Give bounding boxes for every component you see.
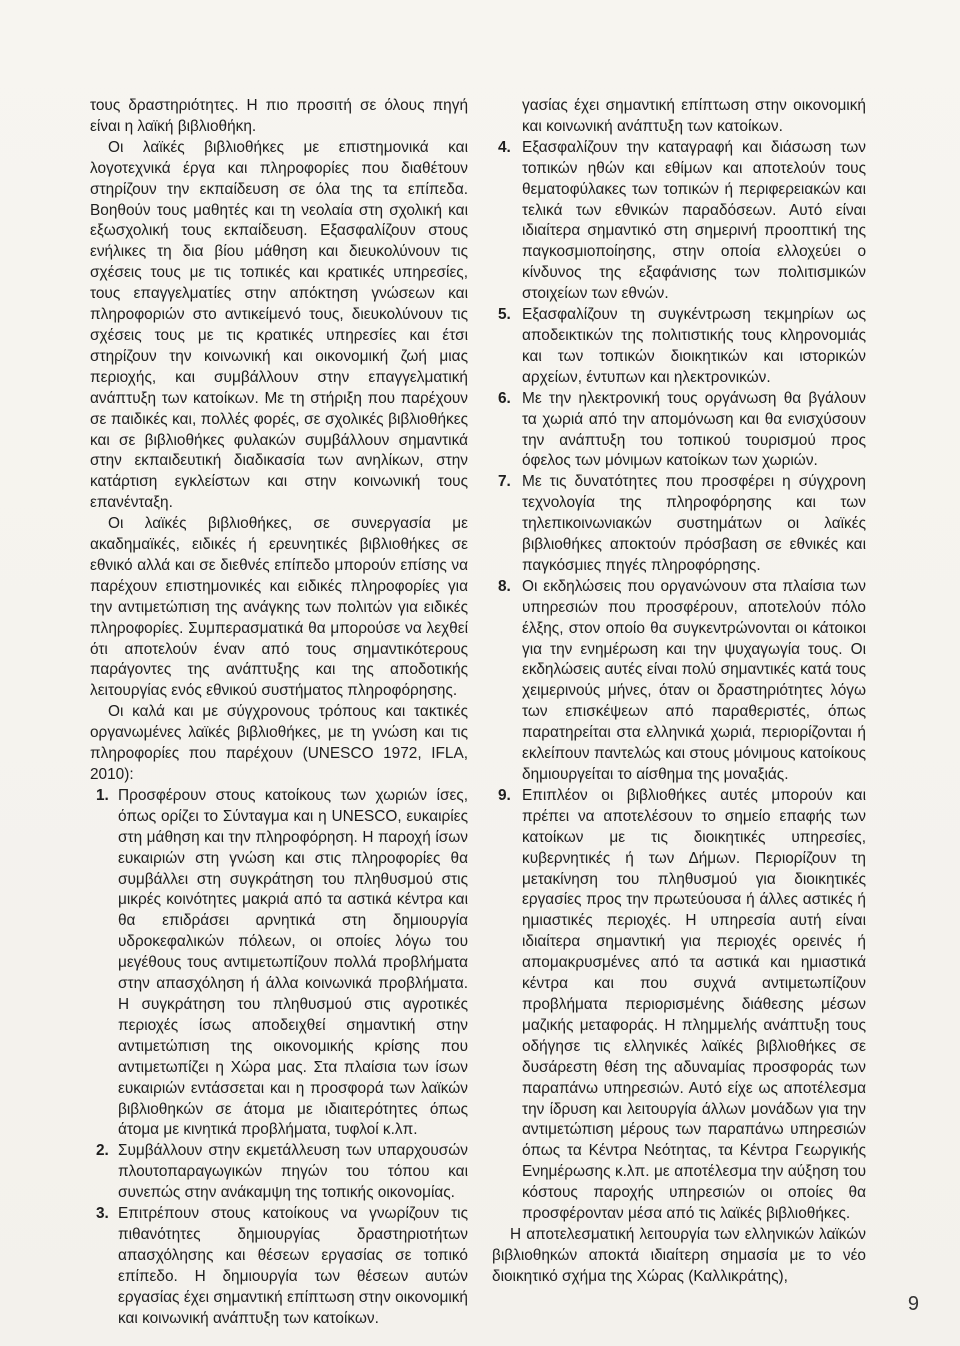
list-number: 7.	[498, 473, 511, 491]
list-item	[90, 1141, 468, 1204]
list-item	[492, 138, 866, 305]
list-item-text: Εξασφαλίζουν την καταγραφή και διάσωση των τοπικών ηθών και εθίμων και αποτελούν τους θεματοφύλακες των τοπικών ή περιφερειακών και τελικά των εθνικών παραδόσεων. Αυτό είναι ιδιαίτερα σημαντικό στη σημερινή προοπτική της παγκοσμιοποίησης, στην οποία ελλοχεύει ο κίνδυνος της εξαφάνισης των πολιτισμικών στοιχείων των εθνών.	[522, 138, 866, 303]
list-number: 5.	[498, 306, 511, 324]
right-column	[492, 96, 866, 1288]
numbered-list	[90, 786, 468, 1330]
paragraph: τους δραστηριότητες. Η πιο προσιτή σε όλους πηγή είναι η λαϊκή βιβλιοθήκη.	[90, 97, 468, 135]
numbered-list	[492, 96, 866, 1225]
list-item-text: Συμβάλλουν στην εκμετάλλευση των υπαρχουσών πλουτοπαραγωγικών πηγών του τόπου και συνεπώς στην ανάκαμψη της τοπικής οικονομίας.	[118, 1142, 468, 1202]
list-number: 9.	[498, 786, 511, 804]
paragraph: Οι λαϊκές βιβλιοθήκες, σε συνεργασία με ακαδημαϊκές, ειδικές ή ερευνητικές βιβλιοθήκες σε εθνικό αλλά και σε διεθνές επίπεδο μπορούν επίσης να παρέχουν επιστημονικές και ειδικές πληροφορίες για την αντιμετώπιση της ανάγκης των πολιτών για ειδικές πληροφορίες. Συμπερασματικά θα μπορούσε να λεχθεί ότι αποτελούν έναν από τους σημαντικότερους παράγοντες της ανάπτυξης και της αποδοτικής λειτουργίας ενός εθνικού συστήματος πληροφόρησης.	[90, 515, 468, 700]
left-column	[90, 96, 468, 1329]
page-number: 9	[907, 1293, 919, 1315]
list-item-text: Εξασφαλίζουν τη συγκέντρωση τεκμηρίων ως αποδεικτικών της πολιτιστικής τους κληρονομιάς και των τοπικών διοικητικών και ιστορικών αρχείων, έντυπων και ηλεκτρονικών.	[522, 306, 866, 386]
list-item-text: Οι εκδηλώσεις που οργανώνουν στα πλαίσια των υπηρεσιών που προσφέρουν, αποτελούν πόλο έλξης, στον οποίο θα συγκεντρώνονται οι κάτοικοι για την ενημέρωση και την ψυχαγωγία τους. Οι εκδηλώσεις αυτές είναι πολύ σημαντικές κατά τους χειμερινούς μήνες, όταν οι δραστηριότητες λόγω των επισκέψεων από παραθεριστές, όπως παρατηρείται στα ελληνικά χωριά, περιορίζονται ή εκλείπουν παντελώς και στους μόνιμους κατοίκους δημιουργείται το αίσθημα της μοναξιάς.	[522, 577, 866, 783]
list-number: 8.	[498, 577, 511, 595]
list-item-text: Επιτρέπουν στους κατοίκους να γνωρίζουν τις πιθανότητες δημιουργίας δραστηριοτήτων απασχόλησης και θέσεων εργασίας σε τοπικό επίπεδο. Η δημιουργία των θέσεων αυτών εργασίας έχει σημαντική επίπτωση στην οικονομική και κοινωνική ανάπτυξη των κατοίκων.	[118, 1205, 468, 1327]
list-number: 3.	[96, 1205, 109, 1223]
list-number: 6.	[498, 389, 511, 407]
list-item-continuation	[492, 96, 866, 138]
list-item	[492, 577, 866, 786]
list-number: 2.	[96, 1142, 109, 1160]
list-item-text: Με την ηλεκτρονική τους οργάνωση θα βγάλουν τα χωριά από την απομόνωση και θα ενισχύσουν την ανάπτυξη του τοπικού τουρισμού προς όφελος των μόνιμων κατοίκων των χωριών.	[522, 389, 866, 470]
list-item-text: Επιπλέον οι βιβλιοθήκες αυτές μπορούν και πρέπει να αποτελέσουν το σημείο επαφής των κατοίκων με τις διοικητικές υπηρεσίες, κυβερνητικές ή των Δήμων. Περιορίζουν τη μετακίνηση του πληθυσμού για διοικητικές εργασίες προς την πρωτεύουσα ή άλλες αστικές ή ημιαστικές περιοχές. Η υπηρεσία αυτή είναι ιδιαίτερα σημαντική για περιοχές ορεινές ή απομακρυσμένες από τα αστικά και ημιαστικά κέντρα και που συχνά αντιμετωπίζουν προβλήματα περιορισμένης διάθεσης μέσων μαζικής μεταφοράς. Η πλημμελής ανάπτυξη τους οδήγησε τις ελληνικές λαϊκές βιβλιοθήκες σε δυσάρεστη θέση της αδυναμίας προσφοράς των παραπάνω υπηρεσιών. Αυτό είχε ως αποτέλεσμα την ίδρυση και λειτουργία άλλων μονάδων για την αντιμετώπιση μέρους των παραπάνω υπηρεσιών όπως τα Κέντρα Νεότητας, τα Κέντρα Γεωργικής Ενημέρωσης κ.λπ. με αποτέλεσμα την αύξηση του κόστους παροχής υπηρεσιών οι οποίες θα προσφέρονταν μέσα από τις λαϊκές βιβλιοθήκες.	[522, 786, 866, 1223]
paragraph: Η αποτελεσματική λειτουργία των ελληνικών λαϊκών βιβλιοθηκών αποκτά ιδιαίτερη σημασία με το νέο διοικητικό σχήμα της Χώρας (Καλλικράτης),	[492, 1225, 866, 1285]
list-number: 1.	[96, 786, 109, 804]
list-item	[492, 786, 866, 1225]
list-item	[90, 786, 468, 1141]
list-item	[492, 305, 866, 389]
list-item	[90, 1204, 468, 1329]
list-item	[492, 389, 866, 473]
list-item	[492, 472, 866, 577]
paragraph: Οι καλά και με σύγχρονους τρόπους και τακτικές οργανωμένες λαϊκές βιβλιοθήκες, με τη γνώση και τις πληροφορίες που παρέχουν (UNESCO 1972, IFLA, 2010):	[90, 703, 468, 783]
list-item-text: Με τις δυνατότητες που προσφέρει η σύγχρονη τεχνολογία της πληροφόρησης και των τηλεπικοινωνιακών συστημάτων οι λαϊκές βιβλιοθήκες αποκτούν πρόσβαση σε εθνικές και παγκόσμιες πηγές πληροφόρησης.	[522, 473, 866, 574]
list-item-text: Προσφέρουν στους κατοίκους των χωριών ίσες, όπως ορίζει το Σύνταγμα και η UNESCO, ευκαιρίες στη μάθηση και την πληροφόρηση. Η παροχή ίσων ευκαιριών στη γνώση και στις πληροφορίες θα συμβάλλει στη συγκράτηση του πληθυσμού στις μικρές κοινότητες μακριά από τα αστικά κέντρα και θα επιδράσει αρνητικά στη δημιουργία υδροκεφαλικών πόλεων, οι οποίες λόγω του μεγέθους τους αντιμετωπίζουν πολλά προβλήματα στην απασχόληση ή άλλα κοινωνικά προβλήματα. Η συγκράτηση του πληθυσμού στις αγροτικές περιοχές ίσως αποδειχθεί σημαντική στην αντιμετώπιση της οικονομικής κρίσης που αντιμετωπίζει η Χώρα μας. Στα πλαίσια των ίσων ευκαιριών εντάσσεται και η προσφορά των λαϊκών βιβλιοθηκών σε άτομα με ιδιαιτερότητες όπως άτομα με κινητικά προβλήματα, τυφλοί κ.λπ.	[118, 786, 468, 1139]
continuation-text: γασίας έχει σημαντική επίπτωση στην οικονομική και κοινωνική ανάπτυξη των κατοίκων.	[522, 97, 866, 135]
list-number: 4.	[498, 138, 511, 156]
paragraph: Οι λαϊκές βιβλιοθήκες με επιστημονικά και λογοτεχνικά έργα και πληροφορίες που διαθέτουν στηρίζουν την εκπαίδευση σε όλα της τα επίπεδα. Βοηθούν τους μαθητές και τη νεολαία στη σχολική και εξωσχολική τους εκπαίδευση. Εξασφαλίζουν στους ενήλικες τη δια βίου μάθηση και διευκολύνουν τις σχέσεις τους με τις τοπικές και κρατικές υπηρεσίες, τους επαγγελματίες στην απόκτηση γνώσεων και πληροφοριών στο αντικείμενό τους, διευκολύνουν τις σχέσεις τους με τις κρατικές υπηρεσίες και έτσι στηρίζουν την κοινωνική και οικονομική ζωή μιας περιοχής, και συμβάλλουν στην επαγγελματική ανάπτυξη των κατοίκων. Με τη στήριξη που παρέχουν σε παιδικές και, πολλές φορές, σε σχολικές βιβλιοθήκες και σε βιβλιοθήκες φυλακών συμβάλλουν σημαντικά στην εκπαιδευτική διαδικασία των ανηλίκων, στην κατάρτιση εγκλείστων και στην κοινωνική τους επανένταξη.	[90, 138, 468, 512]
